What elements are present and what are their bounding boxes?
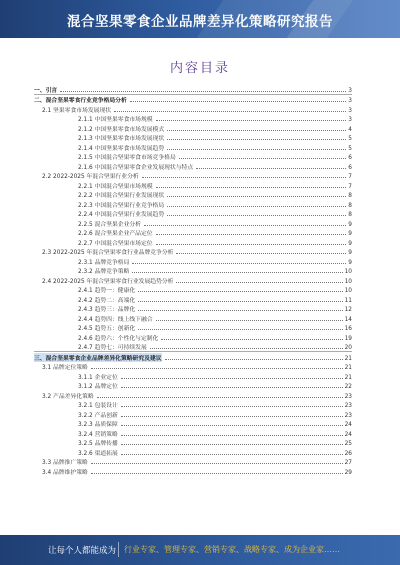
- toc-entry-title: 二、混合坚果零食行业竞争格局分析: [34, 98, 127, 104]
- toc-entry-title: 3.1 品牌定位策略: [42, 365, 88, 371]
- toc-entry-title: 2.1.4 中国坚果零食市场发展趋势: [78, 145, 165, 152]
- toc-entry-title: 2.4.1 趋势一：健康化: [78, 288, 136, 294]
- toc-entry-title: 2.2.2 中国混合坚果行业发展现状: [78, 193, 165, 199]
- toc-leader-dots: [91, 368, 343, 369]
- toc-leader-dots: [91, 473, 343, 474]
- toc-entry[interactable]: [34, 294, 352, 304]
- toc-leader-dots: [156, 320, 343, 321]
- toc-page-number: 10: [344, 288, 352, 294]
- toc-entry[interactable]: [34, 123, 352, 133]
- toc-leader-dots: [138, 329, 342, 330]
- table-of-contents: [34, 84, 352, 476]
- toc-entry-title: 三、混合坚果零食企业品牌差异化策略研究及建议: [34, 353, 162, 362]
- toc-entry[interactable]: [34, 171, 352, 181]
- toc-entry[interactable]: [34, 266, 352, 276]
- toc-entry-title: 2.4.6 趋势六：个性化与定制化: [78, 335, 159, 342]
- toc-entry-title: 2.1.6 中国混合坚果零食企业发展现状与特点: [78, 164, 194, 171]
- toc-entry-title: 3.2 产品差异化策略: [42, 393, 94, 400]
- toc-page-number: 8: [348, 202, 352, 209]
- toc-leader-dots: [167, 149, 346, 150]
- toc-leader-dots: [196, 168, 346, 169]
- toc-entry-title: 3.2.5 品牌传播: [78, 441, 118, 447]
- toc-leader-dots: [156, 187, 347, 188]
- toc-entry[interactable]: [34, 275, 352, 285]
- toc-page-number: 5: [348, 145, 352, 152]
- toc-entry[interactable]: [34, 180, 352, 190]
- toc-leader-dots: [156, 234, 347, 235]
- toc-leader-dots: [167, 206, 346, 207]
- toc-entry[interactable]: [34, 381, 352, 391]
- toc-entry[interactable]: [34, 371, 352, 381]
- toc-entry-title: 2.2.7 中国混合坚果市场定位: [78, 240, 153, 247]
- toc-entry[interactable]: [34, 447, 352, 457]
- toc-heading: 内容目录: [169, 61, 230, 76]
- toc-entry-title: 2.4.4 趋势四：线上线下融合: [78, 316, 153, 323]
- toc-entry-title: 2.1.5 中国混合坚果零食市场竞争格局: [78, 155, 176, 161]
- toc-leader-dots: [156, 120, 347, 121]
- toc-entry-title: 3.2.6 渠道拓展: [78, 450, 118, 457]
- toc-page-number: 3: [348, 117, 352, 123]
- toc-entry[interactable]: [34, 152, 352, 162]
- footer-slogan: 让每个人都能成为: [48, 546, 117, 556]
- toc-leader-dots: [138, 310, 342, 311]
- toc-entry-title: 2.2.1 中国混合坚果市场规模: [78, 183, 153, 190]
- toc-entry[interactable]: [34, 114, 352, 124]
- toc-entry-title: 3.1.2 品牌定位: [78, 384, 118, 390]
- toc-page-number: 9: [348, 250, 352, 256]
- toc-page-number: 23: [344, 393, 352, 400]
- toc-entry-title: 2.3.1 品牌竞争格局: [78, 259, 130, 266]
- toc-entry[interactable]: [34, 390, 352, 400]
- toc-leader-dots: [138, 301, 342, 302]
- toc-page-number: 7: [348, 183, 352, 190]
- toc-page-number: 23: [344, 412, 352, 419]
- toc-entry[interactable]: [34, 94, 352, 105]
- toc-leader-dots: [121, 416, 343, 417]
- toc-entry-title: 3.2.1 包装设计: [78, 403, 118, 409]
- toc-page-number: 10: [344, 269, 352, 275]
- toc-entry-title: 2.1 坚果零食市场发展现状: [42, 107, 112, 114]
- toc-leader-dots: [91, 463, 343, 464]
- toc-page-number: 20: [344, 345, 352, 351]
- toc-entry[interactable]: [34, 285, 352, 295]
- toc-entry-title: 3.3 品牌推广策略: [42, 460, 88, 466]
- toc-leader-dots: [156, 244, 347, 245]
- toc-entry[interactable]: [34, 428, 352, 438]
- toc-entry[interactable]: [34, 247, 352, 257]
- toc-leader-dots: [179, 158, 347, 159]
- toc-page-number: 3: [348, 107, 352, 114]
- toc-page-number: 10: [344, 278, 352, 285]
- toc-entry-title: 2.1.3 中国坚果零食市场发展现状: [78, 136, 165, 142]
- toc-page-number: 8: [348, 212, 352, 218]
- toc-page-number: 24: [344, 431, 352, 438]
- toc-page-number: 7: [348, 174, 352, 180]
- toc-page-number: 22: [344, 384, 352, 390]
- toc-entry[interactable]: [34, 190, 352, 200]
- toc-leader-dots: [167, 139, 346, 140]
- toc-page-number: 8: [348, 193, 352, 199]
- toc-entry[interactable]: [34, 323, 352, 333]
- toc-entry-title: 2.4.2 趋势二：高端化: [78, 297, 136, 304]
- toc-entry[interactable]: [34, 218, 352, 228]
- toc-leader-dots: [121, 425, 343, 426]
- toc-leader-dots: [132, 263, 346, 264]
- toc-entry[interactable]: [34, 199, 352, 209]
- toc-page-number: 24: [344, 422, 352, 428]
- toc-leader-dots: [132, 272, 342, 273]
- toc-leader-dots: [176, 282, 342, 283]
- toc-page-number: 19: [344, 335, 352, 342]
- footer-roles: 行业专家、管理专家、营销专家、战略专家、成为企业家……: [124, 545, 340, 554]
- toc-entry-title: 2.2 2022-2025 年混合坚果行业分析: [42, 174, 139, 180]
- toc-entry[interactable]: [34, 409, 352, 419]
- footer-banner: [0, 535, 400, 565]
- toc-leader-dots: [167, 215, 346, 216]
- toc-entry-title: 3.2.3 品质保障: [78, 422, 118, 428]
- toc-entry-title: 2.4.7 趋势七：可持续发展: [78, 345, 147, 351]
- toc-page-number: 29: [344, 469, 352, 476]
- toc-page-number: 25: [344, 441, 352, 447]
- toc-leader-dots: [121, 444, 343, 445]
- toc-entry-title: 2.2.4 中国混合坚果行业发展趋势: [78, 212, 165, 218]
- toc-leader-dots: [167, 196, 346, 197]
- toc-leader-dots: [138, 291, 342, 292]
- toc-entry-title: 2.3 2022-2025 年混合坚果零食行业品牌竞争分析: [42, 250, 174, 256]
- toc-page-number: 11: [344, 297, 352, 304]
- toc-entry-title: 2.1.2 中国坚果零食市场发展模式: [78, 126, 165, 133]
- toc-leader-dots: [167, 130, 346, 131]
- toc-page-number: 27: [344, 460, 352, 466]
- toc-entry-title: 2.2.5 混合坚果企业分析: [78, 221, 141, 228]
- toc-page-number: 4: [348, 126, 352, 133]
- toc-entry[interactable]: [34, 457, 352, 467]
- toc-entry[interactable]: [34, 362, 352, 372]
- toc-entry[interactable]: [34, 104, 352, 114]
- toc-leader-dots: [165, 359, 343, 360]
- toc-page-number: 9: [348, 240, 352, 247]
- toc-entry[interactable]: [34, 313, 352, 323]
- toc-entry-title: 2.1.1 中国坚果零食市场规模: [78, 117, 153, 123]
- toc-entry-title: 3.2.4 营销策略: [78, 431, 118, 438]
- toc-page-number: 26: [344, 450, 352, 457]
- toc-page-number: 14: [344, 316, 352, 323]
- toc-entry[interactable]: [34, 466, 352, 476]
- toc-entry[interactable]: [34, 438, 352, 448]
- toc-page-number: 3: [348, 87, 352, 94]
- toc-entry-title: 2.2.6 混合坚果企业产品定位: [78, 231, 153, 237]
- toc-leader-dots: [176, 253, 346, 254]
- toc-page-number: 21: [344, 355, 352, 362]
- toc-page-number: 6: [348, 155, 352, 161]
- toc-entry-title: 3.1.1 企业定位: [78, 374, 118, 381]
- toc-page-number: 3: [348, 98, 352, 104]
- toc-entry-title: 2.4.3 趋势三：品牌化: [78, 307, 136, 313]
- toc-entry[interactable]: [34, 228, 352, 238]
- toc-entry[interactable]: [34, 209, 352, 219]
- toc-leader-dots: [121, 387, 343, 388]
- toc-leader-dots: [121, 378, 343, 379]
- toc-entry-title: 2.3.2 品牌竞争策略: [78, 269, 130, 275]
- toc-leader-dots: [130, 101, 347, 102]
- toc-entry[interactable]: [34, 304, 352, 314]
- toc-entry[interactable]: [34, 332, 352, 342]
- footer-divider: [118, 542, 119, 557]
- toc-leader-dots: [121, 454, 343, 455]
- toc-page-number: 6: [348, 164, 352, 171]
- toc-leader-dots: [114, 111, 346, 112]
- toc-page-number: 9: [348, 231, 352, 237]
- toc-page-number: 9: [348, 259, 352, 266]
- toc-leader-dots: [97, 397, 343, 398]
- toc-entry-title: 2.4 2022-2025 年混合坚果零食行业发展趋势分析: [42, 278, 174, 285]
- toc-entry[interactable]: [34, 161, 352, 171]
- toc-leader-dots: [161, 339, 342, 340]
- toc-page-number: 9: [348, 221, 352, 228]
- toc-page-number: 21: [344, 365, 352, 371]
- toc-leader-dots: [150, 348, 343, 349]
- toc-entry[interactable]: [34, 400, 352, 410]
- toc-leader-dots: [121, 406, 343, 407]
- toc-entry-title: 一、引言: [34, 87, 58, 94]
- toc-entry[interactable]: [34, 256, 352, 266]
- toc-entry-title: 2.2.3 中国混合坚果行业竞争格局: [78, 202, 165, 209]
- toc-entry[interactable]: [34, 84, 352, 94]
- toc-entry-title: 2.4.5 趋势五：创新化: [78, 326, 136, 332]
- toc-entry-title: 3.2.2 产品创新: [78, 412, 118, 419]
- toc-page-number: 12: [344, 307, 352, 313]
- toc-entry[interactable]: [34, 133, 352, 143]
- toc-leader-dots: [142, 177, 347, 178]
- toc-entry[interactable]: [34, 419, 352, 429]
- toc-page-number: 16: [344, 326, 352, 332]
- toc-page-number: 21: [344, 374, 352, 381]
- report-header: [0, 0, 400, 38]
- toc-page-number: 23: [344, 403, 352, 409]
- toc-entry[interactable]: [34, 351, 352, 362]
- toc-entry-title: 3.4 品牌维护策略: [42, 469, 88, 476]
- toc-entry[interactable]: [34, 142, 352, 152]
- toc-leader-dots: [60, 91, 346, 92]
- toc-entry[interactable]: [34, 237, 352, 247]
- toc-leader-dots: [144, 225, 346, 226]
- toc-entry[interactable]: [34, 342, 352, 352]
- report-title: 混合坚果零食企业品牌差异化策略研究报告: [67, 14, 333, 30]
- toc-leader-dots: [121, 435, 343, 436]
- toc-page-number: 5: [348, 136, 352, 142]
